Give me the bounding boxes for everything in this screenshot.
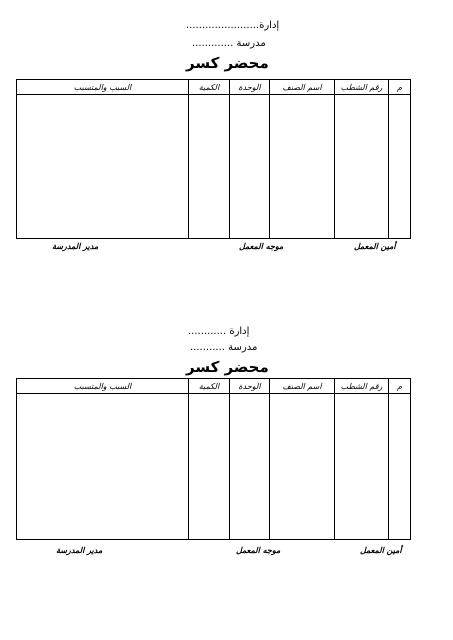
column-header-unit: الوحدة (230, 379, 270, 394)
table-cell[interactable] (389, 394, 411, 540)
table-cell[interactable] (189, 394, 230, 540)
administration-line: إدارة....................... (186, 20, 280, 31)
table-cell[interactable] (335, 394, 389, 540)
column-header-index: م (389, 379, 411, 394)
table-cell[interactable] (335, 95, 389, 239)
signature-lab-supervisor: موجه المعمل (239, 242, 284, 251)
table-cell[interactable] (230, 95, 270, 239)
column-header-quantity: الكمية (189, 379, 230, 394)
column-header-quantity: الكمية (189, 80, 230, 95)
table-cell[interactable] (17, 95, 189, 239)
signature-lab-keeper: أمين المعمل (360, 546, 402, 555)
table-cell[interactable] (189, 95, 230, 239)
column-header-item-name: اسم الصنف (270, 80, 335, 95)
column-header-index: م (389, 80, 411, 95)
table-cell[interactable] (230, 394, 270, 540)
form-title: محضر كسر (186, 54, 269, 72)
signature-lab-supervisor: موجه المعمل (236, 546, 281, 555)
column-header-write-off-number: رقم الشطب (335, 379, 389, 394)
items-table (16, 378, 411, 540)
school-line: مدرسة ............. (192, 38, 266, 49)
column-header-reason: السبب والمتسبب (17, 80, 189, 95)
table-cell[interactable] (389, 95, 411, 239)
administration-line: إدارة ............ (188, 326, 250, 337)
table-cell[interactable] (270, 394, 335, 540)
table-cell[interactable] (270, 95, 335, 239)
table-cell[interactable] (17, 394, 189, 540)
column-header-reason: السبب والمتسبب (17, 379, 189, 394)
signature-school-principal: مدير المدرسة (56, 546, 103, 555)
column-header-write-off-number: رقم الشطب (335, 80, 389, 95)
school-line: مدرسة ........... (190, 342, 258, 353)
column-header-item-name: اسم الصنف (270, 379, 335, 394)
column-header-unit: الوحدة (230, 80, 270, 95)
signature-lab-keeper: أمين المعمل (354, 242, 396, 251)
form-title: محضر كسر (186, 358, 269, 376)
signature-school-principal: مدير المدرسة (52, 242, 99, 251)
items-table (16, 79, 411, 239)
